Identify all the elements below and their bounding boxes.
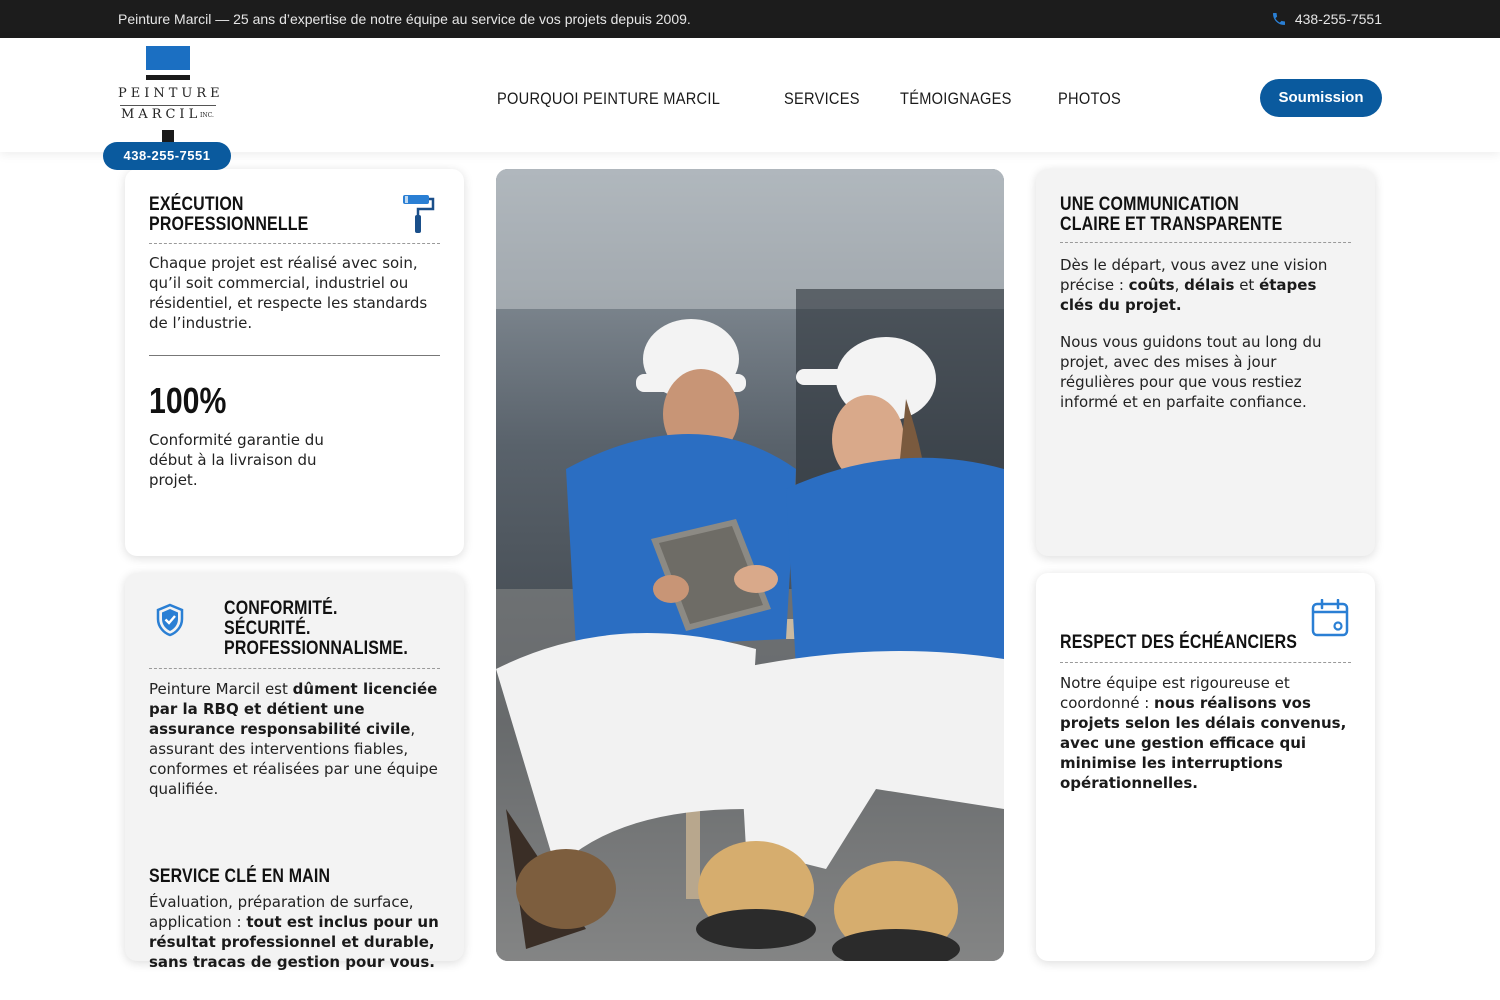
shield-check-icon [155,603,185,637]
card-service-text-pre: Évaluation, préparation de surface, application : [149,893,414,931]
logo-phone-badge[interactable]: 438-255-7551 [103,142,231,170]
card-echeanciers-text [1060,673,1351,793]
card-conformite [125,573,464,971]
phone-icon [1271,11,1287,27]
card-execution-stat-text: Conformité garantie du début à la livraison du projet. [149,431,324,489]
nav-item-temoignages[interactable]: TÉMOIGNAGES [900,89,1013,108]
card-execution-text: Chaque projet est réalisé avec soin, qu’il soit commercial, industriel ou résidentiel, et respecte les standards de l’industrie. [149,254,428,332]
logo-divider [120,105,216,106]
logo-paint-stripe [146,46,190,70]
top-bar-phone-number[interactable]: 438-255-7551 [1294,11,1382,27]
soumission-button[interactable]: Soumission [1260,79,1382,117]
card-conformite-title: CONFORMITÉ. SÉCURITÉ. PROFESSIONNALISME. [224,598,408,659]
top-bar-tagline: Peinture Marcil — 25 ans d’expertise de notre équipe au service de vos projets depuis 2009. [118,11,691,27]
nav-item-services[interactable]: SERVICES [784,89,861,108]
card-execution-stat-value: 100% [149,380,227,421]
card-communication-divider [1060,242,1351,243]
card-echeanciers-title: RESPECT DES ÉCHÉANCIERS [1060,632,1298,653]
card-communication-sep-2: et [1234,276,1260,294]
card-communication-sep-1: , [1174,276,1185,294]
card-conformite-text [149,679,440,799]
paint-roller-icon [401,193,435,235]
logo-suffix: INC. [200,112,214,119]
card-service-text-bold: tout est inclus pour un résultat professionnel et durable, sans tracas de gestion pour vous. [149,913,439,971]
main-nav [497,89,1132,109]
card-conformite-text-pre: Peinture Marcil est [149,680,293,698]
card-communication-text-pre: Dès le départ, vous avez une vision précise : [1060,256,1328,294]
card-execution-divider [149,243,440,244]
card-conformite-text-bold: dûment licenciée par la RBQ et détient une assurance responsabilité civile [149,680,438,738]
logo-dark-stripe [146,75,190,80]
top-bar [0,0,1500,38]
logo-line-1: PEINTURE [118,86,224,101]
card-communication-bold-1: coûts [1128,276,1175,294]
logo-line-2: MARCIL [121,107,202,122]
card-conformite-divider [149,668,440,669]
site-header [0,38,1500,152]
company-logo[interactable] [118,46,224,146]
top-bar-phone-link[interactable] [1271,11,1382,27]
calendar-icon [1310,599,1350,637]
nav-item-pourquoi[interactable]: POURQUOI PEINTURE MARCIL [497,89,721,108]
card-echeanciers [1036,573,1375,961]
card-execution-title: EXÉCUTION PROFESSIONNELLE [149,194,309,235]
card-echeanciers-divider [1060,662,1351,663]
card-communication-bold-3: étapes clés du projet. [1060,276,1317,314]
card-echeanciers-text-pre: Notre équipe est rigoureuse et coordonné : [1060,674,1290,712]
card-execution [125,169,464,556]
card-echeanciers-text-bold: nous réalisons vos projets selon les délais convenus, avec une gestion efficace qui minimise les interruptions opérationnelles. [1060,694,1347,792]
card-conformite-text-post: , assurant des interventions fiables, conformes et réalisées par une équipe qualifiée. [149,720,438,798]
card-service-title: SERVICE CLÉ EN MAIN [149,866,331,887]
team-photo [496,169,1004,961]
nav-item-photos[interactable]: PHOTOS [1058,89,1122,108]
card-execution-rule [149,355,440,356]
card-communication [1036,169,1375,556]
card-communication-text [1060,255,1351,315]
card-communication-text-2: Nous vous guidons tout au long du projet, avec des mises à jour régulières pour que vous restiez informé et en parfaite confiance. [1060,333,1322,411]
card-communication-title: UNE COMMUNICATION CLAIRE ET TRANSPARENTE [1060,194,1283,235]
team-photo-illustration [496,169,1004,961]
card-service-text [149,892,440,972]
card-communication-bold-2: délais [1184,276,1235,294]
